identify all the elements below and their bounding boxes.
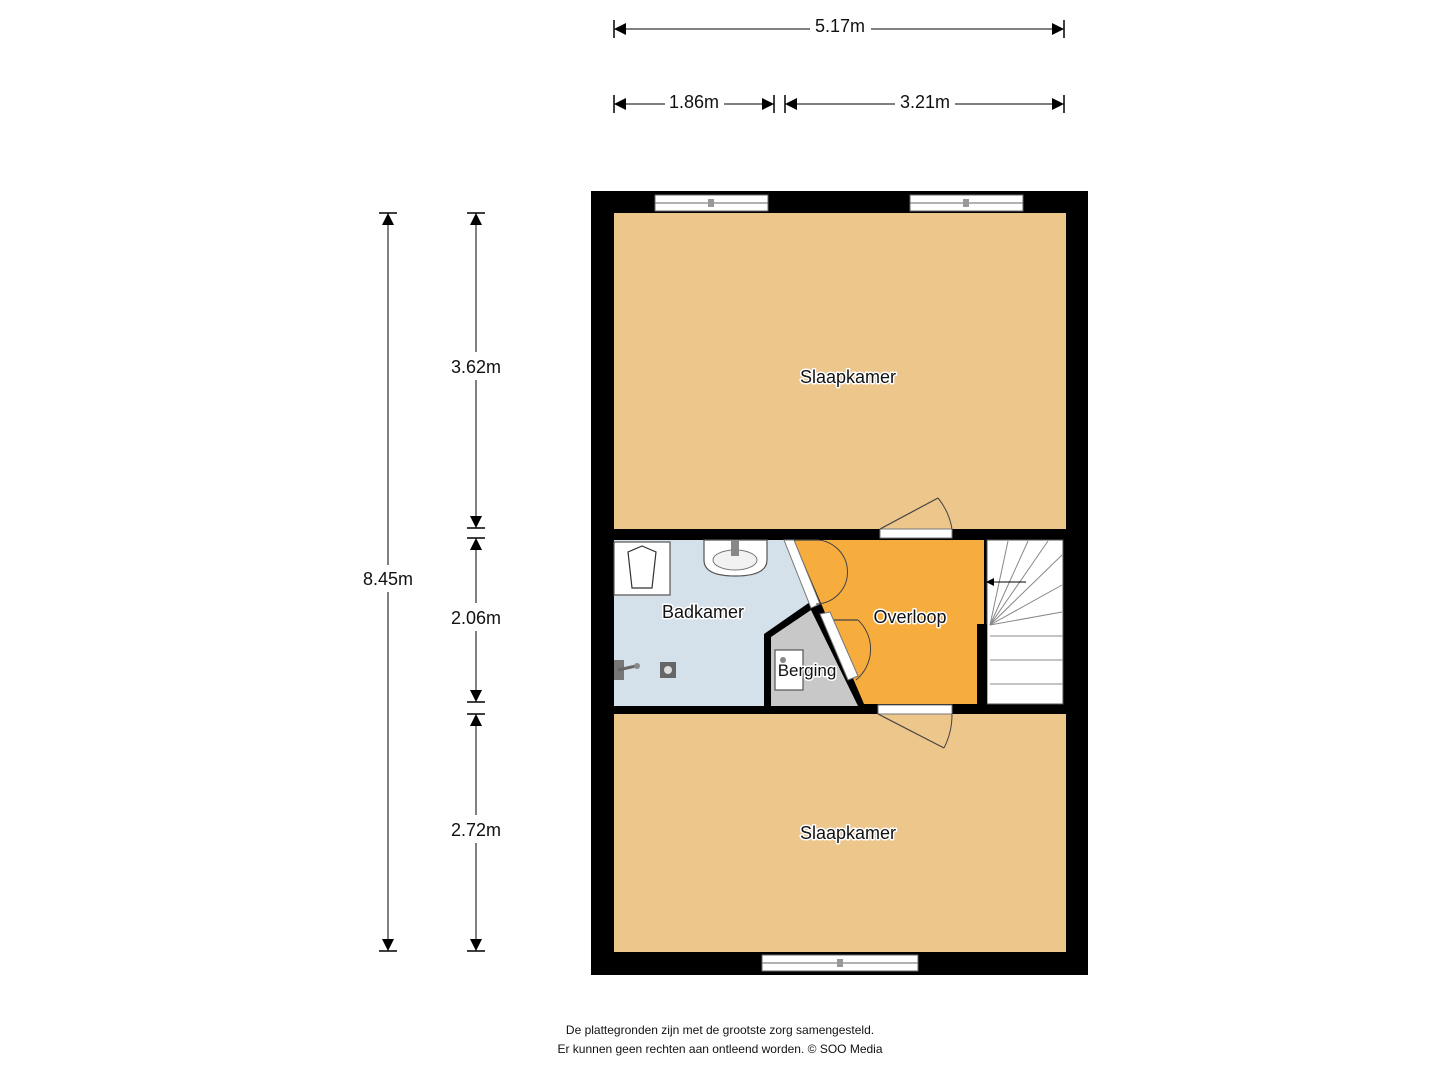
dimension-label: 3.62m (450, 357, 502, 377)
dimension-label: 2.72m (450, 820, 502, 840)
dimension-label: 8.45m (362, 569, 414, 589)
window-top-left (655, 195, 768, 211)
window-top-right (910, 195, 1023, 211)
room-label-overloop: Overloop (873, 607, 947, 627)
disclaimer-line-1: De plattegronden zijn met de grootste zorg samengesteld. (565, 1023, 875, 1037)
room-label-slaapkamer-bottom: Slaapkamer (799, 823, 897, 843)
dimension-label: 1.86m (668, 92, 720, 112)
dimension-total-depth (363, 213, 413, 951)
window-bottom (762, 955, 918, 971)
dimension-depth-middle (451, 538, 501, 702)
dimension-total-width (614, 16, 1064, 38)
shower-icon (614, 542, 670, 595)
disclaimer-line-2: Er kunnen geen rechten aan ontleend worden. © SOO Media (557, 1042, 883, 1056)
room-label-slaapkamer-top: Slaapkamer (799, 367, 897, 387)
dimension-depth-top (451, 213, 501, 528)
dimension-label: 3.21m (899, 92, 951, 112)
dimension-depth-bottom (451, 714, 501, 951)
room-label-berging: Berging (777, 661, 837, 680)
dimension-label: 2.06m (450, 608, 502, 628)
washbasin-icon (704, 540, 767, 576)
drain-icon (660, 662, 676, 678)
dimension-width-right (785, 92, 1064, 113)
room-label-badkamer: Badkamer (661, 602, 745, 622)
dimension-width-left (614, 92, 774, 113)
staircase (977, 540, 1063, 706)
dimension-label: 5.17m (814, 16, 866, 36)
